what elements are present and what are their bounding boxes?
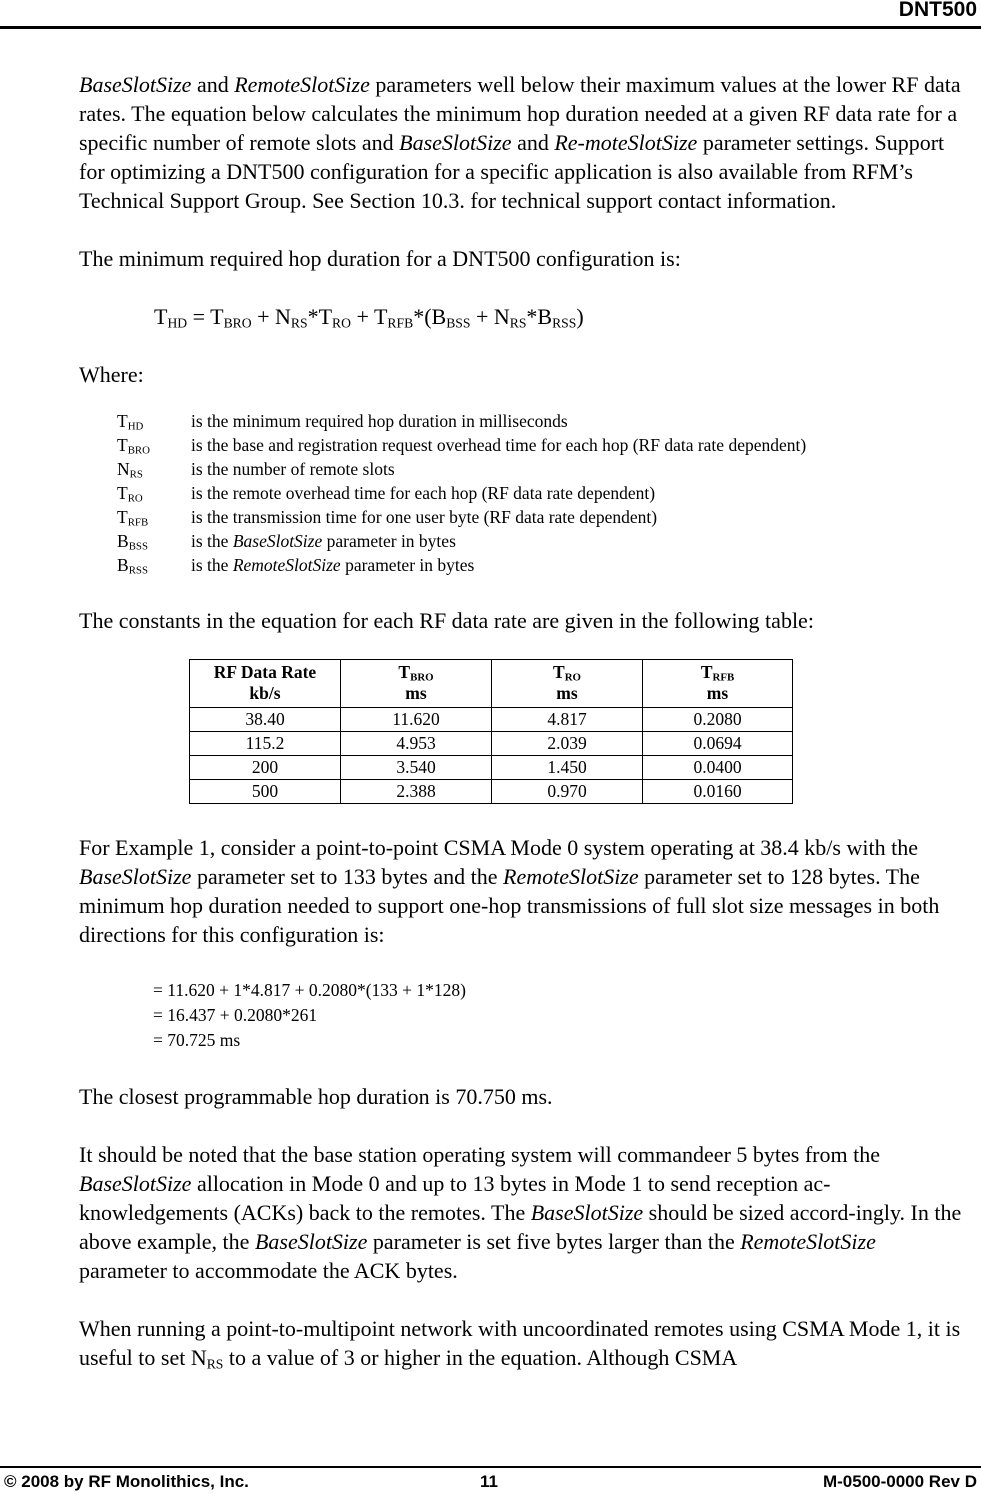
table-cell: 200 [190,756,341,780]
text-run: It should be noted that the base station operating system will commandeer 5 bytes from the [79,1142,880,1167]
definition-row [117,529,969,553]
eq-part: *(B [413,304,447,329]
example-calculation [153,978,969,1053]
constants-table-wrap [189,659,969,804]
table-row [190,732,793,756]
definitions-list [117,409,969,577]
def-pre: is the minimum required hop duration in milliseconds [191,411,568,431]
table-cell: 3.540 [341,756,492,780]
def-pre: is the transmission time for one user byte (RF data rate dependent) [191,507,658,527]
text-run: parameter settings. Support for optimizing a DNT500 configuration for a specific application is also available from RFM’s Technical Support Group. See Section 10.3. for technical support contact information. [79,130,945,213]
document-body [79,70,969,1372]
example-paragraph [79,833,969,949]
def-ital: BaseSlotSize [232,531,323,551]
table-cell: 4.953 [341,732,492,756]
header-cell [190,660,341,708]
def-text [191,529,456,553]
def-text [191,505,657,529]
def-sym-sub: BRO [127,444,150,457]
eq-part: + N [470,304,510,329]
header-line1: T [553,662,565,682]
header-line2: ms [556,683,578,703]
calc-line: = 16.437 + 0.2080*261 [153,1005,318,1025]
def-symbol [117,505,191,529]
definition-row [117,433,969,457]
eq-sub: RFB [387,315,414,331]
definition-row [117,553,969,577]
eq-part: = T [187,304,224,329]
term-baseslotsize: BaseSlotSize [79,72,192,97]
def-text [191,457,395,481]
eq-sub: HD [167,315,188,331]
def-symbol [117,409,191,433]
def-post: parameter in bytes [322,531,456,551]
term-remoteslotsize: RemoteSlotSize [234,72,370,97]
table-cell: 0.0160 [643,780,793,804]
def-post: parameter in bytes [340,555,475,575]
multipoint-paragraph [79,1314,969,1372]
def-sym-letter: N [117,459,130,479]
def-sym-letter: B [117,531,129,551]
table-cell: 500 [190,780,341,804]
table-cell: 2.388 [341,780,492,804]
def-sym-sub: RSS [128,564,148,577]
def-ital: RemoteSlotSize [232,555,341,575]
text-run: For Example 1, consider a point-to-point CSMA Mode 0 system operating at 38.4 kb/s with the [79,835,918,860]
def-text [191,553,474,577]
footer-doc-id: M-0500-0000 Rev D [822,1472,977,1491]
header-cell [341,660,492,708]
header-sub: RFB [712,671,735,684]
def-sym-letter: T [117,435,128,455]
text-run: parameter is set five bytes larger than the [367,1229,741,1254]
ack-note-paragraph [79,1140,969,1285]
term-remoteslotsize: RemoteSlotSize [740,1229,876,1254]
table-header-row [190,660,793,708]
eq-sub: RSS [552,315,577,331]
def-sym-letter: T [117,411,128,431]
text-run: When running a point-to-multipoint network with uncoordinated remotes using CSMA Mode 1, it is useful to set N [79,1316,961,1370]
def-symbol [117,553,191,577]
table-intro: The constants in the equation for each RF data rate are given in the following table: [79,608,814,633]
def-sym-sub: RS [129,468,143,481]
eq-part: *B [526,304,553,329]
def-pre: is the [191,531,233,551]
def-pre: is the number of remote slots [191,459,395,479]
text-run: parameters well below their maximum values at the lower RF data rates. The equation below calculates the minimum hop duration needed at a given RF data rate for a specific number of remote slots and [79,72,961,155]
text-run: and [191,72,235,97]
text-run: parameter to accommodate the ACK bytes. [79,1258,458,1283]
eq-part: *T [307,304,333,329]
table-cell: 0.2080 [643,708,793,732]
header-cell [492,660,643,708]
header-rule [0,26,981,29]
eq-part: + T [350,304,388,329]
term-baseslotsize: BaseSlotSize [79,1171,192,1196]
def-symbol [117,457,191,481]
text-run: and [511,130,555,155]
definition-row [117,505,969,529]
definition-row [117,457,969,481]
def-text [191,481,655,505]
header-sub: RO [564,671,581,684]
term-remoteslotsize: Re-moteSlotSize [554,130,698,155]
eq-part: + N [251,304,291,329]
def-sym-sub: RO [127,492,143,505]
def-sym-sub: HD [127,420,144,433]
def-sym-sub: BSS [128,540,148,553]
table-row [190,780,793,804]
eq-sub: BRO [223,315,252,331]
header-line2: kb/s [249,683,281,703]
page-header-title: DNT500 [898,0,977,21]
table-cell: 2.039 [492,732,643,756]
footer-page-number: 11 [480,1472,498,1491]
footer-rule [0,1466,981,1468]
def-sym-letter: T [117,507,128,527]
eq-part: ) [576,304,584,329]
definition-row [117,409,969,433]
eq-part: T [154,304,168,329]
def-sym-letter: T [117,483,128,503]
header-line1: RF Data Rate [213,662,317,682]
term-baseslotsize: BaseSlotSize [79,864,192,889]
table-cell: 11.620 [341,708,492,732]
table-row [190,708,793,732]
header-line2: ms [706,683,729,703]
eq-sub: RO [332,315,351,331]
def-text [191,409,568,433]
table-cell: 0.0694 [643,732,793,756]
text-run: to a value of 3 or higher in the equation. Although CSMA [223,1345,738,1370]
eq-sub: RS [206,1356,224,1372]
header-sub: BRO [410,671,434,684]
calc-line: = 70.725 ms [153,1030,241,1050]
table-cell: 1.450 [492,756,643,780]
text-run: allocation in Mode 0 and up to 13 bytes in Mode 1 to send reception ac-knowledgements (ACKs) back to the remotes. The [79,1171,831,1225]
def-symbol [117,433,191,457]
intro-paragraph [79,70,969,215]
header-line1: T [398,662,411,682]
constants-table [189,659,793,804]
where-label: Where: [79,362,144,387]
eq-sub: RS [509,315,527,331]
term-remoteslotsize: RemoteSlotSize [503,864,639,889]
def-text [191,433,806,457]
def-pre: is the remote overhead time for each hop (RF data rate dependent) [191,483,656,503]
text-run: parameter set to 128 bytes. The minimum hop duration needed to support one-hop transmissions of full slot size messages in both directions for this configuration is: [79,864,940,947]
def-symbol [117,529,191,553]
def-symbol [117,481,191,505]
table-cell: 0.0400 [643,756,793,780]
term-baseslotsize: BaseSlotSize [254,1229,368,1254]
table-cell: 0.970 [492,780,643,804]
definition-row [117,481,969,505]
def-sym-letter: B [117,555,129,575]
min-hop-sentence: The minimum required hop duration for a DNT500 configuration is: [79,246,681,271]
def-pre: is the base and registration request overhead time for each hop (RF data rate dependent) [191,435,807,455]
table-cell: 115.2 [190,732,341,756]
text-run: parameter set to 133 bytes and the [191,864,504,889]
def-pre: is the [191,555,233,575]
def-sym-sub: RFB [127,516,149,529]
eq-sub: RS [290,315,308,331]
term-baseslotsize: BaseSlotSize [399,130,512,155]
header-cell [643,660,793,708]
hop-duration-equation [154,302,969,331]
term-baseslotsize: BaseSlotSize [530,1200,644,1225]
table-row [190,756,793,780]
calc-line: = 11.620 + 1*4.817 + 0.2080*(133 + 1*128) [153,980,466,1000]
text-run: should be sized accord-ingly. In the above example, the [79,1200,962,1254]
closest-hop-sentence: The closest programmable hop duration is 70.750 ms. [79,1084,553,1109]
eq-sub: BSS [446,315,471,331]
header-line2: ms [405,683,427,703]
footer-copyright: © 2008 by RF Monolithics, Inc. [4,1472,249,1491]
table-cell: 38.40 [190,708,341,732]
header-line1: T [700,662,713,682]
table-cell: 4.817 [492,708,643,732]
